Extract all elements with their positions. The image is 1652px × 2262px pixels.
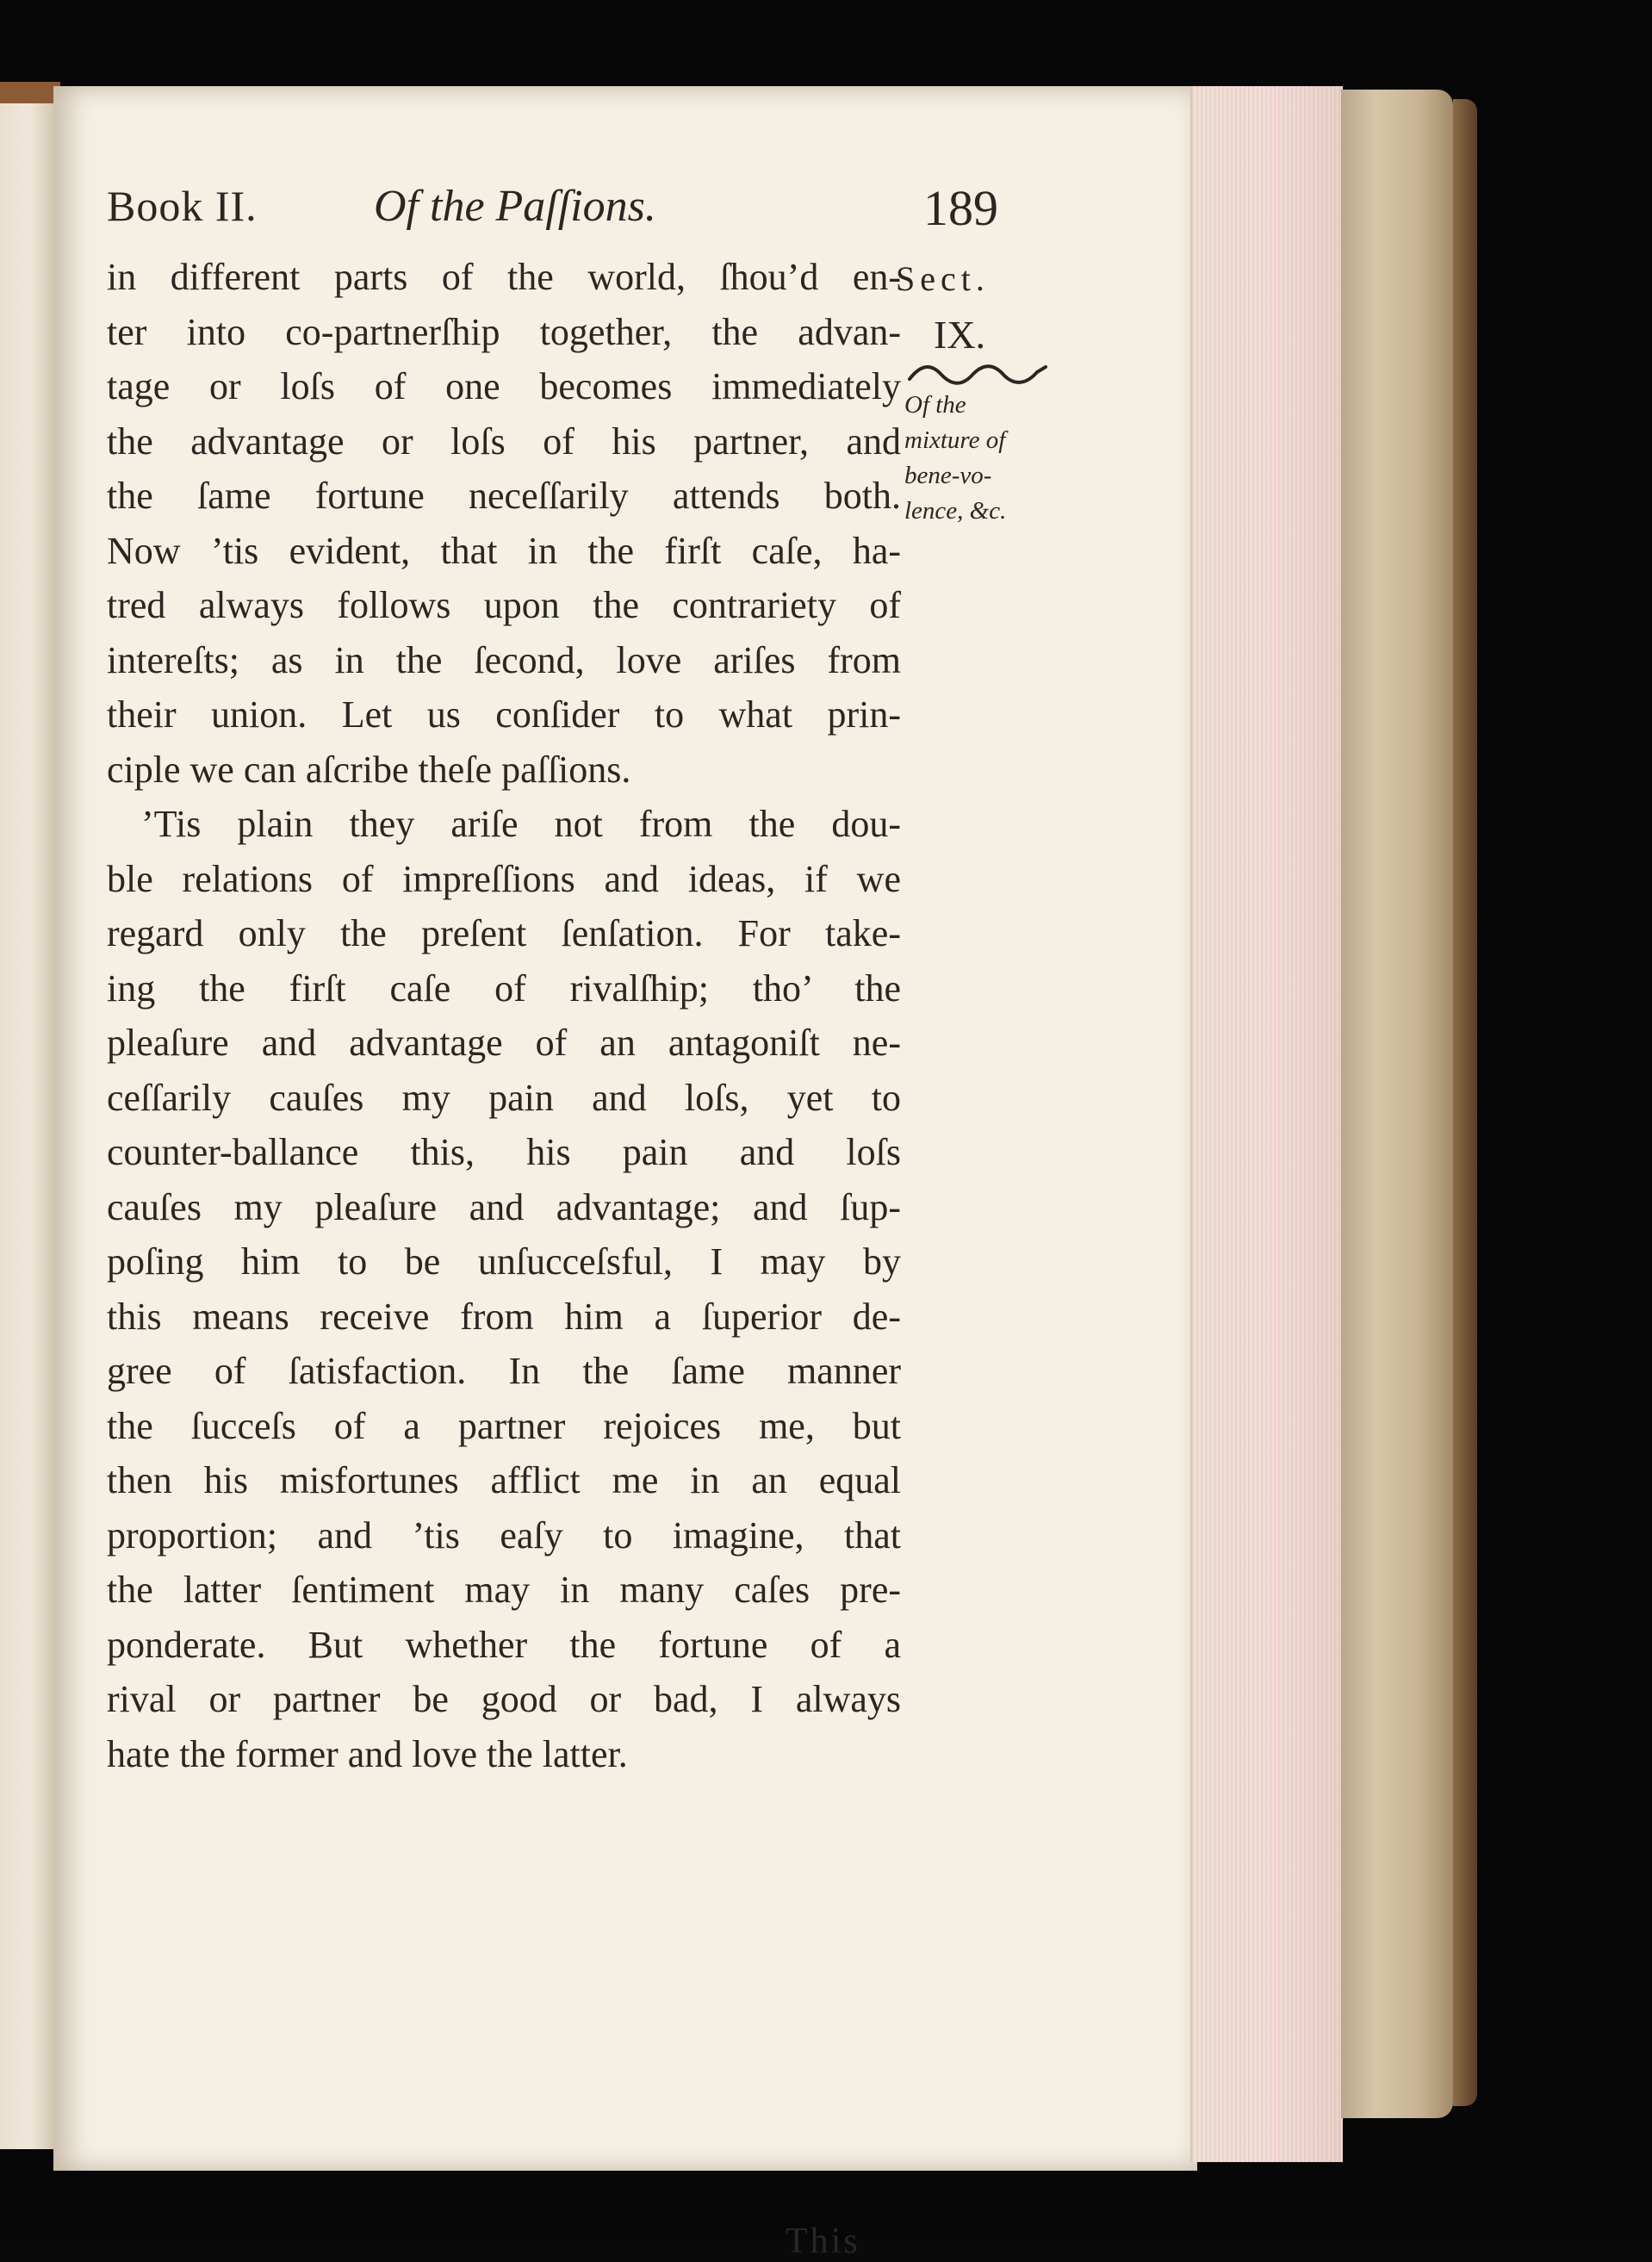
- text-line: the ſame fortune neceſſarily attends both.: [107, 475, 901, 517]
- section-label: Sect.: [896, 259, 990, 298]
- text-line: the ſucceſs of a partner rejoices me, but: [107, 1404, 901, 1447]
- gloss-line: bene-vo-: [904, 462, 992, 489]
- marginal-gloss: [904, 388, 1006, 529]
- catchword: This: [786, 2222, 860, 2261]
- text-line: Now ’tis evident, that in the firſt caſe, ha-: [107, 529, 901, 572]
- page-fore-edge: [1190, 86, 1343, 2162]
- text-line: ing the firſt caſe of rivalſhip; tho’ the: [107, 966, 901, 1010]
- text-line: poſing him to be unſucceſsful, I may by: [107, 1240, 901, 1283]
- text-line: pleaſure and advantage of an antagoniſt ne-: [107, 1022, 901, 1064]
- text-line: then his misfortunes afflict me in an equal: [107, 1459, 901, 1501]
- text-line: regard only the preſent ſenſation. For take-: [107, 912, 901, 954]
- running-head: [107, 181, 1020, 241]
- body-text: [107, 250, 901, 1781]
- text-line: ’Tis plain they ariſe not from the dou-: [141, 803, 901, 845]
- page-number: 189: [923, 180, 998, 236]
- text-line: proportion; and ’tis eaſy to imagine, that: [107, 1513, 901, 1557]
- left-binding-strip: [0, 82, 60, 103]
- text-line: ble relations of impreſſions and ideas, if we: [107, 857, 901, 900]
- text-line: counter-ballance this, his pain and loſs: [107, 1131, 901, 1173]
- text-line: ceſſarily cauſes my pain and loſs, yet to: [107, 1076, 901, 1119]
- running-head-book: Book II.: [107, 182, 258, 230]
- text-line: cauſes my pleaſure and advantage; and ſup-: [107, 1185, 901, 1228]
- gloss-line: lence, &c.: [904, 497, 1007, 525]
- left-page-edge: [0, 86, 56, 2149]
- text-line: gree of ſatisfaction. In the ſame manner: [107, 1350, 901, 1392]
- text-line: intereſts; as in the ſecond, love ariſes from: [107, 638, 901, 681]
- text-line: in different parts of the world, ſhou’d en-: [107, 256, 901, 298]
- text-line: ter into co-partnerſhip together, the advan-: [107, 310, 901, 353]
- text-line: the advantage or loſs of his partner, and: [107, 419, 901, 463]
- text-line: ciple we can aſcribe theſe paſſions.: [107, 748, 631, 791]
- running-head-title: Of the Paſſions.: [374, 182, 656, 231]
- text-line: rival or partner be good or bad, I always: [107, 1678, 901, 1720]
- text-line: tred always follows upon the contrariety of: [107, 584, 901, 626]
- gloss-line: mixture of: [904, 426, 1006, 454]
- cover-board-edge: [1341, 90, 1453, 2118]
- cover-spine: [1453, 99, 1477, 2106]
- text-line: ponderate. But whether the fortune of a: [107, 1623, 901, 1666]
- flourish-ornament: [906, 360, 1053, 391]
- text-line: their union. Let us conſider to what prin-: [107, 693, 901, 736]
- text-line: tage or loſs of one becomes immediately: [107, 365, 901, 407]
- text-line: the latter ſentiment may in many caſes pre-: [107, 1569, 901, 1611]
- text-line: hate the former and love the latter.: [107, 1732, 628, 1775]
- section-number: IX.: [934, 313, 986, 357]
- text-line: this means receive from him a ſuperior de-: [107, 1295, 901, 1338]
- gloss-line: Of the: [904, 391, 966, 419]
